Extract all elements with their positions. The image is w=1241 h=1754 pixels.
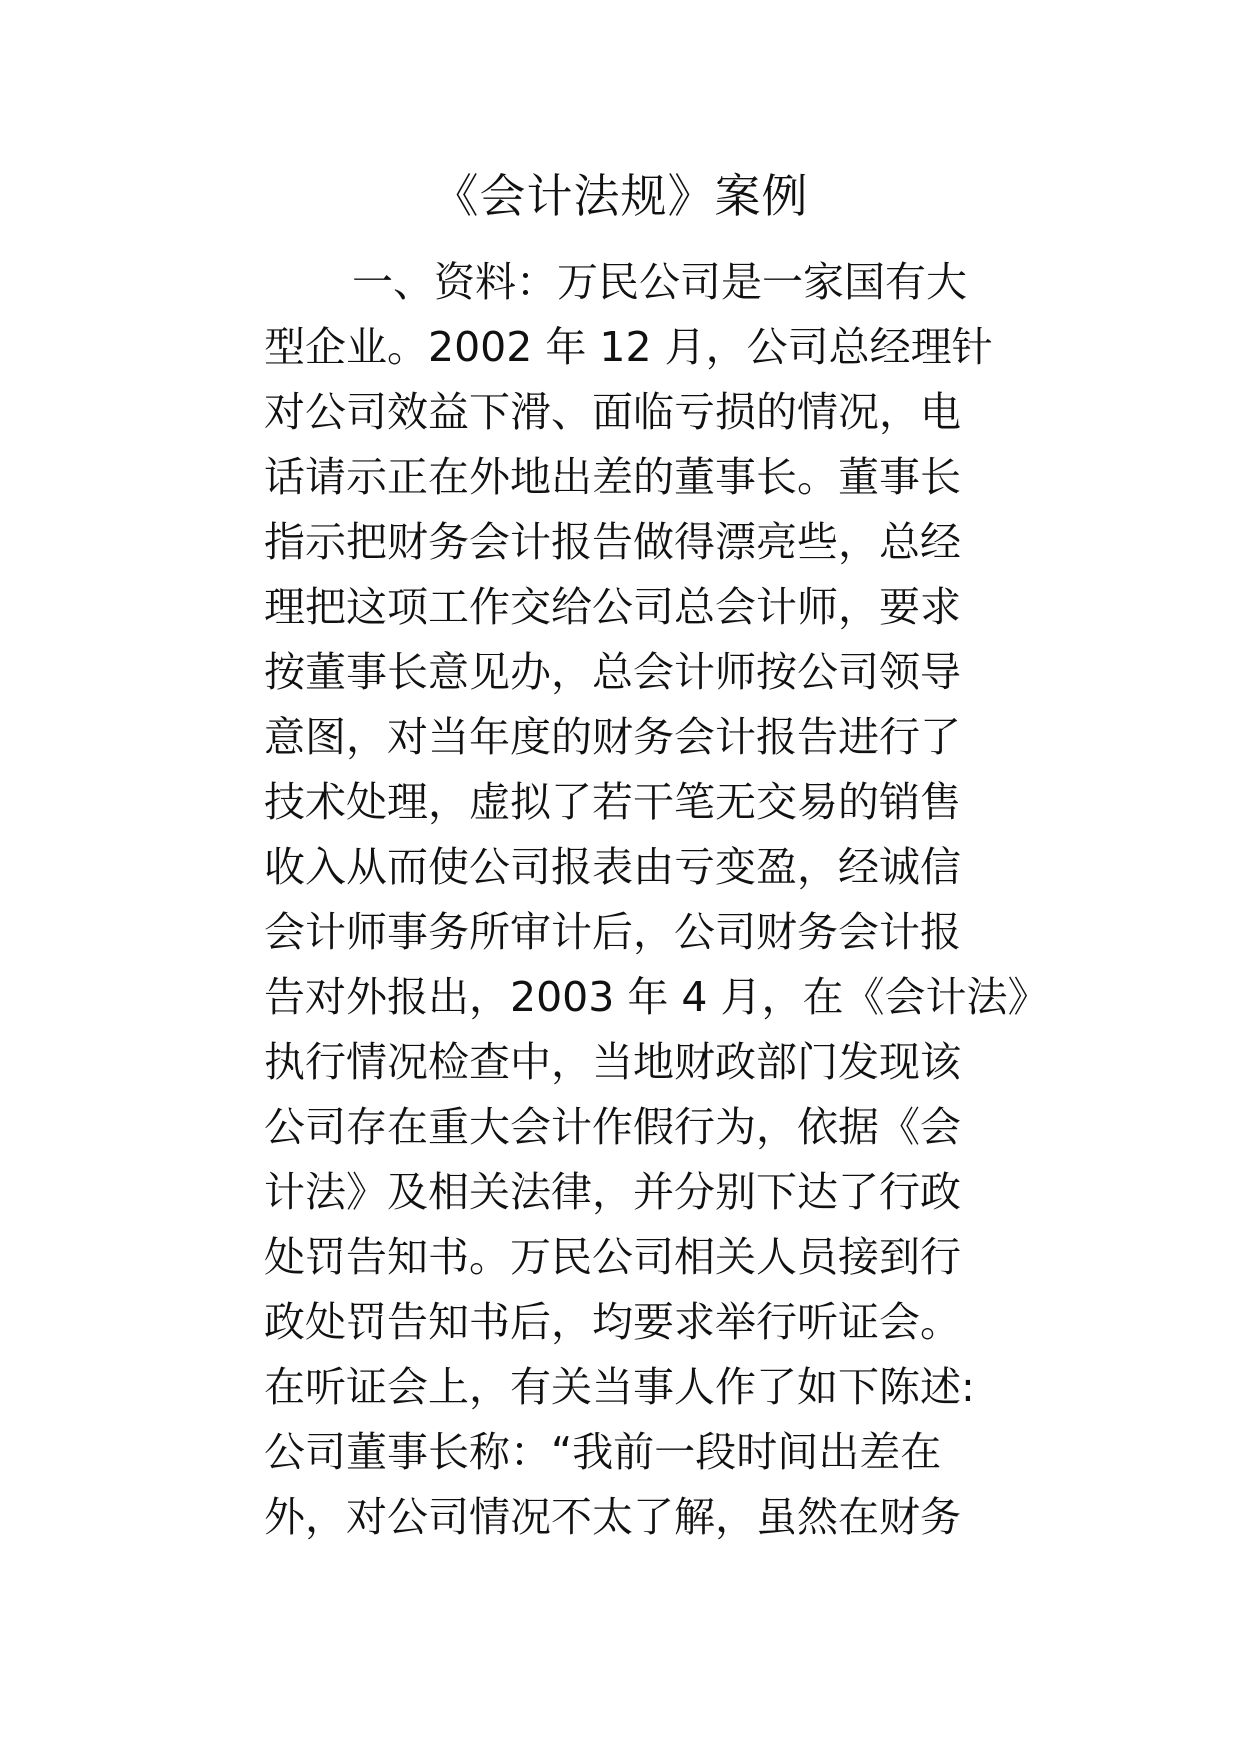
body-line: 公司董事长称：“我前一段时间出差在 — [264, 1428, 942, 1476]
body-line: 按董事长意见办，总会计师按公司领导 — [264, 648, 961, 696]
body-line: 会计师事务所审计后，公司财务会计报 — [264, 908, 961, 956]
body-line: 在听证会上，有关当事人作了如下陈述: — [264, 1363, 975, 1411]
body-line: 意图，对当年度的财务会计报告进行了 — [264, 713, 961, 761]
body-line: 外，对公司情况不太了解，虽然在财务 — [264, 1493, 961, 1541]
body-line: 处罚告知书。万民公司相关人员接到行 — [264, 1233, 961, 1281]
body-line: 对公司效益下滑、面临亏损的情况，电 — [264, 388, 961, 436]
body-line: 计法》及相关法律，并分别下达了行政 — [264, 1168, 961, 1216]
body-line: 收入从而使公司报表由亏变盈，经诚信 — [264, 843, 961, 891]
body-line: 政处罚告知书后，均要求举行听证会。 — [264, 1298, 961, 1346]
body-line: 执行情况检查中，当地财政部门发现该 — [264, 1038, 961, 1086]
body-line: 指示把财务会计报告做得漂亮些，总经 — [264, 518, 961, 566]
document-title: 《会计法规》案例 — [432, 169, 809, 223]
body-line: 话请示正在外地出差的董事长。董事长 — [264, 453, 961, 501]
body-line: 技术处理，虚拟了若干笔无交易的销售 — [264, 778, 961, 826]
body-line: 型企业。2002 年 12 月，公司总经理针 — [264, 323, 993, 371]
body-line: 公司存在重大会计作假行为，依据《会 — [264, 1103, 961, 1151]
body-line: 理把这项工作交给公司总会计师，要求 — [264, 583, 961, 631]
body-line: 一、资料：万民公司是一家国有大 — [352, 258, 967, 306]
body-line: 告对外报出，2003 年 4 月，在《会计法》 — [264, 973, 1049, 1021]
document-body — [264, 250, 1064, 1550]
